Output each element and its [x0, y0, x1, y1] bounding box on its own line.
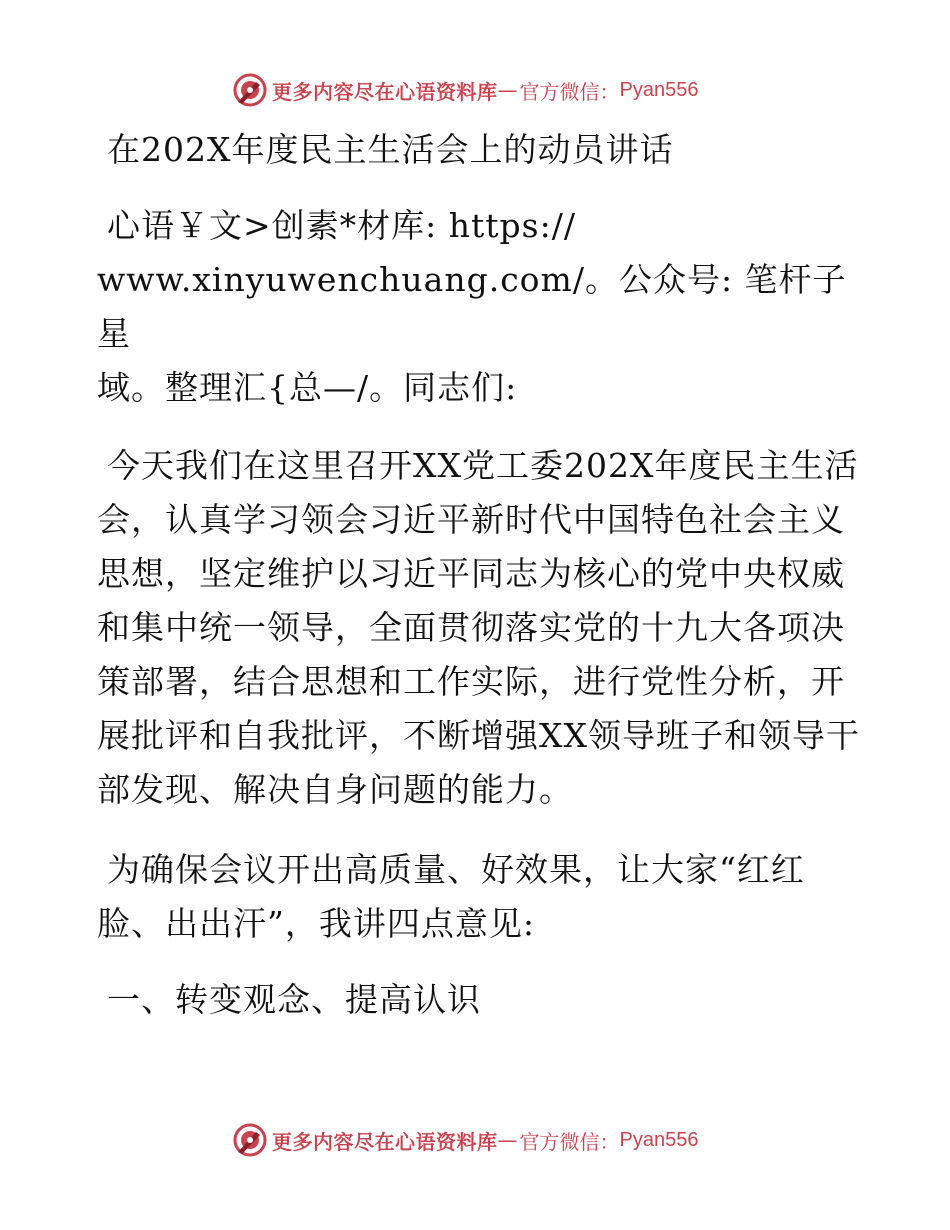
- document-title: 在202X年度民主生活会上的动员讲话: [107, 130, 674, 169]
- seal-logo-icon: [232, 1122, 268, 1158]
- banner-main-text: 更多内容尽在心语资料库: [272, 79, 498, 104]
- source-line-2: www.xinyuwenchuang.com/。公众号: 笔杆子星: [97, 260, 847, 353]
- header-watermark-banner: [232, 70, 752, 110]
- source-line-1: 心语￥文>创素*材库: https://: [107, 206, 576, 245]
- banner-separator: —: [497, 1128, 518, 1152]
- banner-colon: ：: [599, 1129, 620, 1154]
- banner-separator: —: [497, 78, 518, 102]
- banner-label: 官方微信: [519, 1129, 600, 1154]
- banner-main-text: 更多内容尽在心语资料库: [272, 1129, 498, 1154]
- seal-logo-icon: [232, 72, 268, 108]
- body-paragraph-1: 今天我们在这里召开XX党工委202X年度民主生活会，认真学习领会习近平新时代中国特色社会主义思想，坚定维护以习近平同志为核心的党中央权威和集中统一领导，全面贯彻落实党的十九大各项决策部署，结合思想和工作实际，进行党性分析，开展批评和自我批评，不断增强XX领导班子和领导干部发现、解决自身问题的能力。: [97, 446, 860, 809]
- banner-wechat-id: Pyan556: [619, 1128, 699, 1151]
- section-heading-1: 一、转变观念、提高认识: [107, 980, 481, 1019]
- source-note: [97, 199, 867, 415]
- document-body: [97, 121, 867, 1027]
- source-line-3: 域。整理汇{总—/。同志们:: [97, 368, 518, 407]
- footer-watermark-banner: [232, 1120, 752, 1160]
- banner-wechat-id: Pyan556: [619, 78, 699, 101]
- banner-label: 官方微信: [519, 79, 600, 104]
- banner-colon: ：: [599, 79, 620, 104]
- body-paragraph-2: 为确保会议开出高质量、好效果，让大家“红红脸、出出汗”，我讲四点意见:: [97, 850, 805, 943]
